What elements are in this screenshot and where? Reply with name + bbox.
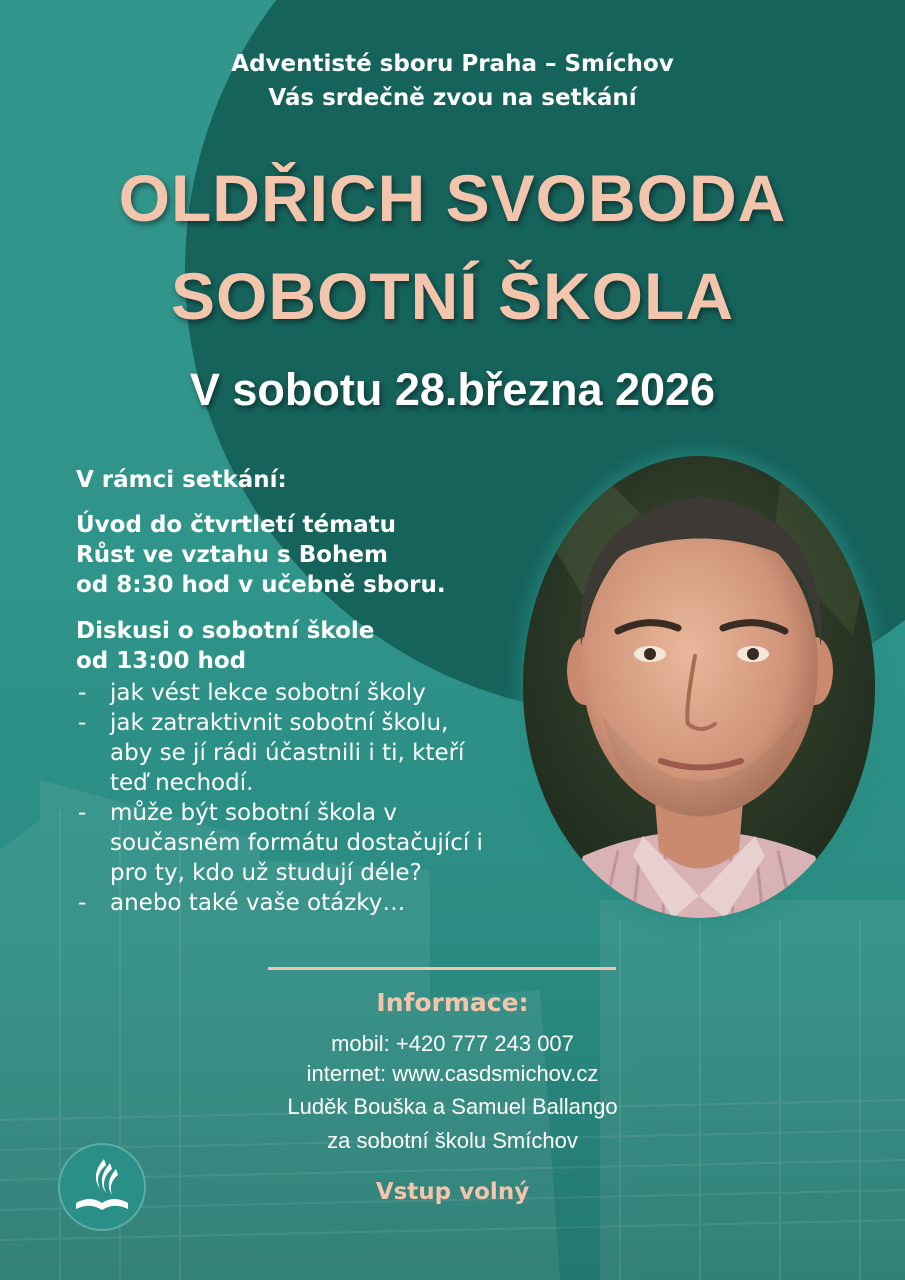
intro-line: Úvod do čtvrtletí tématu (76, 512, 396, 538)
info-organizers: Luděk Bouška a Samuel Ballango (287, 1094, 618, 1119)
entry-free-note: Vstup volný (375, 1179, 530, 1205)
info-website: internet: www.casdsmichov.cz (306, 1061, 599, 1086)
header-block (0, 47, 905, 115)
list-item (78, 888, 530, 918)
title-topic: SOBOTNÍ ŠKOLA (170, 259, 734, 333)
organization-line: Adventisté sboru Praha – Smíchov (231, 51, 674, 77)
adventist-church-logo-icon (58, 1143, 146, 1231)
discussion-line: od 13:00 hod (76, 648, 247, 674)
speaker-photo (523, 456, 875, 918)
discussion-line: Diskusi o sobotní škole (76, 618, 375, 644)
bullet-text: jak zatraktivnit sobotní školu, aby se jí rádi účastnili i ti, kteří teď nechodí. (110, 710, 465, 796)
divider-line (268, 967, 616, 970)
bullet-marker: - (78, 680, 87, 706)
bullet-text: jak vést lekce sobotní školy (110, 680, 426, 706)
speaker-portrait-illustration (523, 456, 875, 918)
intro-line: Růst ve vztahu s Bohem (76, 542, 388, 568)
bullet-text: anebo také vaše otázky… (110, 890, 406, 916)
bullet-marker: - (78, 800, 87, 826)
list-item (78, 798, 590, 888)
info-organizer-role: za sobotní školu Smíchov (327, 1128, 578, 1153)
program-discussion (76, 616, 596, 676)
bullet-text: může být sobotní škola v současném formátu dostačující i pro ty, kdo už studují déle? (110, 800, 483, 886)
discussion-topics-list (78, 678, 598, 918)
bullet-marker: - (78, 710, 87, 736)
title-name: OLDŘICH SVOBODA (118, 161, 787, 235)
invitation-line: Vás srdečně zvou na setkání (268, 85, 637, 111)
bullet-marker: - (78, 890, 87, 916)
intro-line: od 8:30 hod v učebně sboru. (76, 572, 446, 598)
program-heading: V rámci setkání: (76, 467, 287, 493)
list-item (78, 678, 510, 708)
event-date: V sobotu 28.března 2026 (189, 364, 716, 415)
info-mobile: mobil: +420 777 243 007 (331, 1031, 574, 1056)
list-item (78, 708, 530, 798)
info-heading: Informace: (376, 988, 529, 1017)
program-intro (76, 510, 596, 600)
